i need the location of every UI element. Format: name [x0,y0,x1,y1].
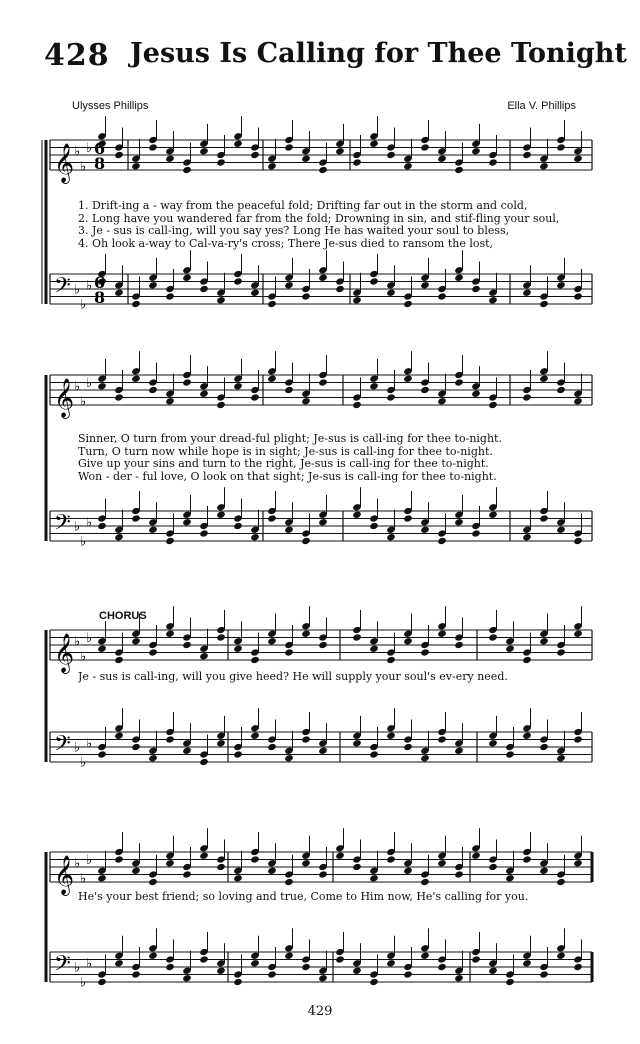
composer-credit: Ella V. Phillips [507,100,576,112]
note-head [403,300,413,308]
note-head [216,967,226,975]
note-head [233,645,243,653]
note-head [148,878,158,886]
bass-clef-icon: 𝄢 [54,951,71,982]
note-head [471,390,481,398]
note-head [522,656,532,664]
note-head [148,143,158,151]
note-head [199,852,209,860]
bass-clef-icon: 𝄢 [54,510,71,541]
note-head [165,859,175,867]
note-head [284,648,294,656]
note-head [148,386,158,394]
treble-clef-icon: 𝄞 [54,855,75,895]
note-head [199,147,209,155]
note-head [386,289,396,297]
note-head [182,166,192,174]
note-head [488,633,498,641]
note-head [301,397,311,405]
bass-clef-icon: 𝄢 [54,731,71,762]
note-head [420,754,430,762]
note-head [386,533,396,541]
note-head [250,151,260,159]
note-head [284,754,294,762]
verse-4-line-2: Won - der - ful love, O look on that sight; Je-sus is call-ing for thee to-night. [78,470,497,483]
note-head [556,754,566,762]
verse-2-line-1: 2. Long have you wandered far from the fold; Drowning in sin, and stif-fling your soul, [78,212,560,225]
note-head [182,274,192,282]
chorus-lyrics-line-2 [78,891,598,904]
note-head [97,978,107,986]
note-head [97,874,107,882]
note-head [114,533,124,541]
note-head [97,750,107,758]
note-head [454,870,464,878]
note-head [539,743,549,751]
note-head [539,162,549,170]
note-head [284,526,294,534]
note-head [403,743,413,751]
note-head [199,758,209,766]
note-head [471,529,481,537]
note-head [539,970,549,978]
note-head [335,852,345,860]
note-head [420,526,430,534]
verse-4-line-1: 4. Oh look a-way to Cal-va-ry's cross; There Je-sus died to ransom the lost, [78,237,494,250]
note-head [148,754,158,762]
note-head [318,166,328,174]
note-head [131,375,141,383]
note-head [437,735,447,743]
note-head [165,397,175,405]
note-head [420,143,430,151]
note-head [267,637,277,645]
note-head [182,747,192,755]
note-head [369,140,379,148]
note-head [318,518,328,526]
note-head [352,633,362,641]
note-head [114,855,124,863]
note-head [420,648,430,656]
note-head [403,162,413,170]
note-head [114,732,124,740]
note-head [301,292,311,300]
note-head [233,750,243,758]
verse-lyrics-line-2 [78,433,598,483]
note-head [556,526,566,534]
time-signature-digit: 8 [94,288,106,307]
note-head [403,970,413,978]
note-head [488,401,498,409]
note-head [267,514,277,522]
flat-icon: ♭ [80,871,87,887]
note-head [250,855,260,863]
note-head [522,855,532,863]
note-head [352,401,362,409]
note-head [556,878,566,886]
note-head [471,852,481,860]
note-head [250,393,260,401]
note-head [403,514,413,522]
note-head [114,656,124,664]
flat-icon: ♭ [80,159,87,175]
note-head [369,750,379,758]
note-head [318,274,328,282]
note-head [471,285,481,293]
note-head [267,162,277,170]
time-signature-digit: 6 [94,139,106,158]
note-head [556,952,566,960]
note-head [488,739,498,747]
note-head [148,526,158,534]
note-head [216,739,226,747]
note-head [352,158,362,166]
note-head [437,155,447,163]
note-head [199,285,209,293]
note-head [522,732,532,740]
note-head [182,518,192,526]
note-head [556,143,566,151]
note-head [488,158,498,166]
note-head [352,511,362,519]
note-head [182,641,192,649]
note-head [573,155,583,163]
note-head [573,963,583,971]
note-head [454,274,464,282]
note-head [267,743,277,751]
flat-icon: ♭ [86,630,93,646]
note-head [352,739,362,747]
note-head [318,747,328,755]
note-head [250,533,260,541]
note-head [284,386,294,394]
flat-icon: ♭ [80,755,87,771]
note-head [386,393,396,401]
note-head [233,522,243,530]
note-head [454,641,464,649]
note-head [505,645,515,653]
note-head [505,874,515,882]
time-signature-digit: 8 [94,154,106,173]
note-head [216,158,226,166]
note-head [556,648,566,656]
note-head [352,863,362,871]
note-head [131,300,141,308]
chorus-line-2: He's your best friend; so loving and true, Come to Him now, He's calling for you. [78,891,529,903]
flat-icon: ♭ [86,956,93,972]
flat-icon: ♭ [74,960,81,976]
note-head [114,289,124,297]
note-head [539,375,549,383]
bass-clef-icon: 𝄢 [54,273,71,304]
note-head [335,285,345,293]
note-head [335,955,345,963]
note-head [335,147,345,155]
note-head [301,963,311,971]
flat-icon: ♭ [80,394,87,410]
treble-clef-icon: 𝄞 [54,143,75,183]
note-head [539,867,549,875]
note-head [97,522,107,530]
note-head [182,974,192,982]
note-head [403,637,413,645]
note-head [301,630,311,638]
note-head [420,386,430,394]
note-head [369,277,379,285]
flat-icon: ♭ [74,519,81,535]
note-head [216,511,226,519]
note-head [386,656,396,664]
note-head [522,959,532,967]
note-head [403,375,413,383]
note-head [437,292,447,300]
note-head [573,859,583,867]
verse-3-line-1: 3. Je - sus is call-ing, will you say yes? Long He has waited your soul to bless, [78,225,510,238]
note-head [420,952,430,960]
note-head [301,735,311,743]
note-head [539,514,549,522]
note-head [131,743,141,751]
note-head [267,375,277,383]
chorus-line-1: Je - sus is call-ing, will you give heed? He will supply your soul's ev-ery need. [78,671,508,683]
flat-icon: ♭ [74,144,81,160]
flat-icon: ♭ [80,649,87,665]
note-head [318,870,328,878]
note-head [522,289,532,297]
note-head [267,867,277,875]
note-head [131,970,141,978]
note-head [369,522,379,530]
note-head [165,735,175,743]
flat-icon: ♭ [74,740,81,756]
note-head [284,878,294,886]
note-head [522,393,532,401]
note-head [488,296,498,304]
note-head [165,537,175,545]
flat-icon: ♭ [74,379,81,395]
note-head [284,952,294,960]
note-head [573,397,583,405]
note-head [165,630,175,638]
note-head [199,529,209,537]
note-head [488,511,498,519]
note-head [437,859,447,867]
note-head [114,151,124,159]
note-head [250,656,260,664]
flat-icon: ♭ [80,975,87,991]
note-head [539,300,549,308]
note-head [131,514,141,522]
flat-icon: ♭ [86,375,93,391]
note-head [216,296,226,304]
note-head [250,289,260,297]
note-head [437,397,447,405]
verse-2-line-2: Turn, O turn now while hope is in sight; Je-sus is call-ing for thee to-night. [78,445,493,458]
note-head [505,750,515,758]
note-head [114,393,124,401]
note-head [420,878,430,886]
note-head [318,641,328,649]
flat-icon: ♭ [74,634,81,650]
note-head [556,281,566,289]
note-head [369,978,379,986]
note-head [97,645,107,653]
note-head [148,281,158,289]
note-head [539,637,549,645]
note-head [522,151,532,159]
note-head [284,281,294,289]
note-head [386,855,396,863]
note-head [386,732,396,740]
note-head [471,955,481,963]
note-head [420,281,430,289]
flat-icon: ♭ [74,856,81,872]
note-head [386,151,396,159]
note-head [165,963,175,971]
flat-icon: ♭ [86,736,93,752]
chorus-lyrics-line-1 [78,671,598,684]
note-head [233,277,243,285]
verse-1-line-1: 1. Drift-ing a - way from the peaceful fold; Drifting far out in the storm and cold, [78,200,528,212]
note-head [131,637,141,645]
note-head [233,874,243,882]
hymn-title: Jesus Is Calling for Thee Tonight [130,38,627,69]
note-head [403,867,413,875]
note-head [267,970,277,978]
note-head [386,959,396,967]
note-head [216,633,226,641]
note-head [369,874,379,882]
note-head [199,390,209,398]
flat-icon: ♭ [86,852,93,868]
note-head [148,952,158,960]
note-head [233,140,243,148]
note-head [522,533,532,541]
note-head [131,867,141,875]
note-head [352,967,362,975]
note-head [199,652,209,660]
time-signature-digit: 6 [94,273,106,292]
note-head [267,300,277,308]
note-head [437,630,447,638]
treble-clef-icon: 𝄞 [54,633,75,673]
lyricist-credit: Ulysses Phillips [72,100,149,112]
note-head [97,382,107,390]
note-head [573,292,583,300]
note-head [369,645,379,653]
note-head [165,155,175,163]
note-head [454,166,464,174]
note-head [131,162,141,170]
note-head [301,859,311,867]
note-head [114,959,124,967]
note-head [250,732,260,740]
note-head [573,537,583,545]
note-head [182,870,192,878]
note-head [556,386,566,394]
note-head [216,863,226,871]
note-head [369,382,379,390]
note-head [233,978,243,986]
note-head [454,747,464,755]
verse-3-line-2: Give up your sins and turn to the right, Je-sus is call-ing for thee to-night. [78,458,489,471]
note-head [488,967,498,975]
note-head [352,296,362,304]
flat-icon: ♭ [86,515,93,531]
note-head [437,963,447,971]
note-head [301,155,311,163]
note-head [488,863,498,871]
note-head [454,974,464,982]
note-head [165,292,175,300]
treble-clef-icon: 𝄞 [54,378,75,418]
hymn-number: 428 [44,38,110,73]
flat-icon: ♭ [86,278,93,294]
note-head [301,537,311,545]
note-head [284,143,294,151]
note-head [199,955,209,963]
chorus-label: CHORUS [99,610,147,622]
flat-icon: ♭ [74,282,81,298]
note-head [250,959,260,967]
flat-icon: ♭ [86,140,93,156]
note-head [148,648,158,656]
verse-1-line-2: Sinner, O turn from your dread-ful plight; Je-sus is call-ing for thee to-night. [78,433,502,445]
note-head [437,537,447,545]
note-head [216,401,226,409]
note-head [505,978,515,986]
flat-icon: ♭ [80,534,87,550]
verse-lyrics-line-1 [78,200,598,250]
note-head [573,735,583,743]
note-head [454,518,464,526]
note-head [318,974,328,982]
note-head [182,378,192,386]
flat-icon: ♭ [80,297,87,313]
note-head [454,378,464,386]
note-head [471,147,481,155]
note-head [233,382,243,390]
note-head [573,630,583,638]
note-head [318,378,328,386]
page-number: 429 [307,1004,333,1019]
